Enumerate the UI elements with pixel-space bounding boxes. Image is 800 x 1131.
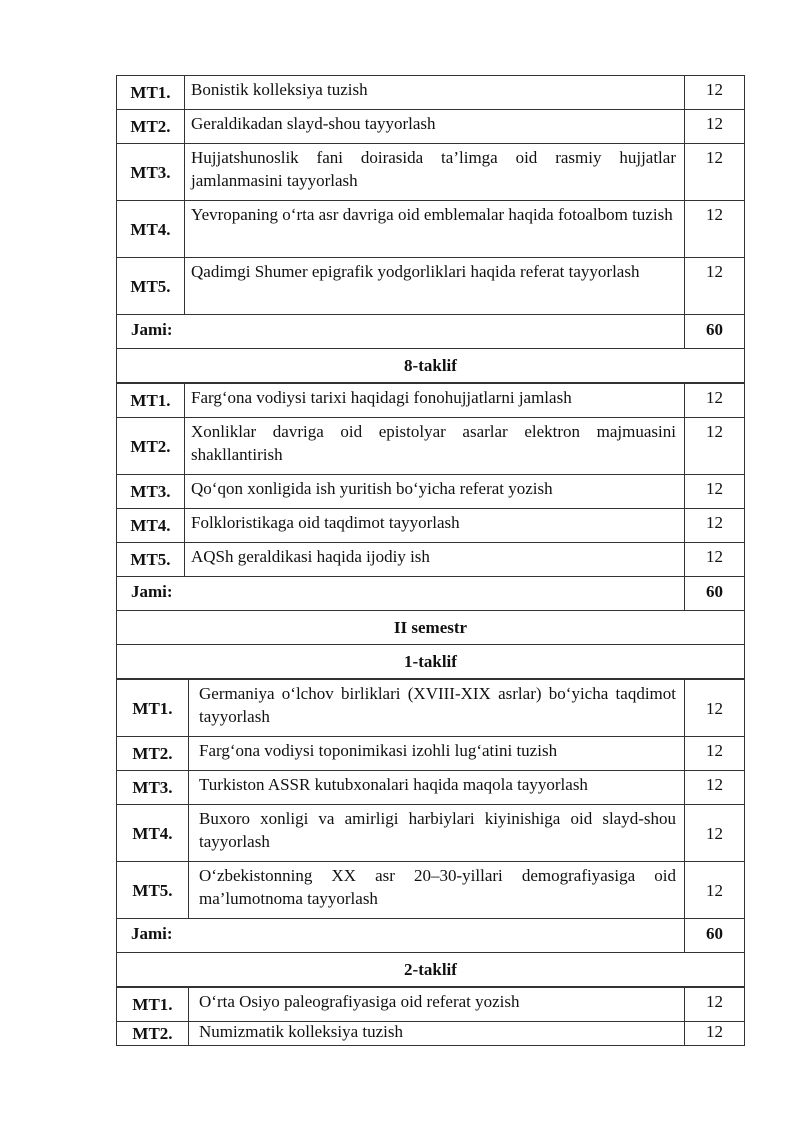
task-hours: 12 (685, 475, 745, 509)
task-code: MT2. (117, 737, 189, 771)
task-hours: 12 (685, 680, 745, 737)
section-row (117, 349, 745, 383)
task-description: Xonliklar davriga oid epistolyar asarlar elektron majmuasini shakllantirish (185, 418, 685, 475)
total-row (117, 315, 745, 349)
task-code: MT2. (117, 1022, 189, 1046)
task-hours: 12 (685, 509, 745, 543)
task-description: Germaniya o‘lchov birliklari (XVIII-XIX asrlar) bo‘yicha taqdimot tayyorlash (189, 680, 685, 737)
task-code: MT1. (117, 384, 185, 418)
table-row (117, 543, 745, 577)
section-heading: 1-taklif (117, 645, 745, 679)
table-row (117, 475, 745, 509)
total-label: Jami: (117, 919, 685, 953)
table-row (117, 76, 745, 110)
task-code: MT3. (117, 475, 185, 509)
task-hours: 12 (685, 144, 745, 201)
task-hours: 12 (685, 201, 745, 258)
total-label: Jami: (117, 315, 685, 349)
task-description: Farg‘ona vodiysi toponimikasi izohli lug‘atini tuzish (189, 737, 685, 771)
task-hours: 12 (685, 384, 745, 418)
task-code: MT2. (117, 418, 185, 475)
table-row (117, 805, 745, 862)
section-heading: 2-taklif (117, 953, 745, 987)
section-row (117, 645, 745, 679)
task-hours: 12 (685, 110, 745, 144)
table-row (117, 144, 745, 201)
task-description: Geraldikadan slayd-shou tayyorlash (185, 110, 685, 144)
task-hours: 12 (685, 258, 745, 315)
task-hours: 12 (685, 805, 745, 862)
section-heading: 8-taklif (117, 349, 745, 383)
task-hours: 12 (685, 862, 745, 919)
table-row (117, 988, 745, 1022)
total-value: 60 (685, 919, 745, 953)
semester-heading: II semestr (117, 611, 745, 645)
task-hours: 12 (685, 771, 745, 805)
task-code: MT3. (117, 144, 185, 201)
table-row (117, 384, 745, 418)
task-table-1-taklif (116, 679, 745, 987)
semester-row (117, 611, 745, 645)
task-code: MT5. (117, 258, 185, 315)
task-hours: 12 (685, 1022, 745, 1046)
total-row (117, 919, 745, 953)
table-row (117, 862, 745, 919)
task-code: MT1. (117, 680, 189, 737)
total-row (117, 577, 745, 611)
task-code: MT4. (117, 201, 185, 258)
task-description: Numizmatik kolleksiya tuzish (189, 1022, 685, 1046)
task-hours: 12 (685, 76, 745, 110)
task-code: MT1. (117, 76, 185, 110)
task-description: Yevropaning o‘rta asr davriga oid emblemalar haqida fotoalbom tuzish (185, 201, 685, 258)
task-hours: 12 (685, 418, 745, 475)
table-row (117, 771, 745, 805)
total-label: Jami: (117, 577, 685, 611)
task-description: Hujjatshunoslik fani doirasida ta’limga oid rasmiy hujjatlar jamlanmasini tayyorlash (185, 144, 685, 201)
task-description: Turkiston ASSR kutubxonalari haqida maqola tayyorlash (189, 771, 685, 805)
task-description: Qo‘qon xonligida ish yuritish bo‘yicha referat yozish (185, 475, 685, 509)
task-hours: 12 (685, 988, 745, 1022)
task-table-previous (116, 75, 745, 383)
task-hours: 12 (685, 737, 745, 771)
task-description: Buxoro xonligi va amirligi harbiylari kiyinishiga oid slayd-shou tayyorlash (189, 805, 685, 862)
task-code: MT5. (117, 543, 185, 577)
task-description: Bonistik kolleksiya tuzish (185, 76, 685, 110)
task-code: MT5. (117, 862, 189, 919)
table-row (117, 418, 745, 475)
task-description: AQSh geraldikasi haqida ijodiy ish (185, 543, 685, 577)
table-row (117, 201, 745, 258)
table-row (117, 1022, 745, 1046)
task-description: Farg‘ona vodiysi tarixi haqidagi fonohujjatlarni jamlash (185, 384, 685, 418)
table-row (117, 737, 745, 771)
section-row (117, 953, 745, 987)
task-table-sheet (116, 75, 744, 1046)
task-table-8-taklif (116, 383, 745, 679)
table-row (117, 258, 745, 315)
task-code: MT4. (117, 805, 189, 862)
table-row (117, 509, 745, 543)
task-code: MT2. (117, 110, 185, 144)
task-description: Qadimgi Shumer epigrafik yodgorliklari haqida referat tayyorlash (185, 258, 685, 315)
task-table-2-taklif (116, 987, 745, 1046)
task-description: Folkloristikaga oid taqdimot tayyorlash (185, 509, 685, 543)
task-code: MT3. (117, 771, 189, 805)
table-row (117, 110, 745, 144)
task-code: MT1. (117, 988, 189, 1022)
task-hours: 12 (685, 543, 745, 577)
total-value: 60 (685, 315, 745, 349)
task-description: O‘zbekistonning XX asr 20–30-yillari demografiyasiga oid ma’lumotnoma tayyorlash (189, 862, 685, 919)
task-code: MT4. (117, 509, 185, 543)
task-description: O‘rta Osiyo paleografiyasiga oid referat yozish (189, 988, 685, 1022)
table-row (117, 680, 745, 737)
total-value: 60 (685, 577, 745, 611)
